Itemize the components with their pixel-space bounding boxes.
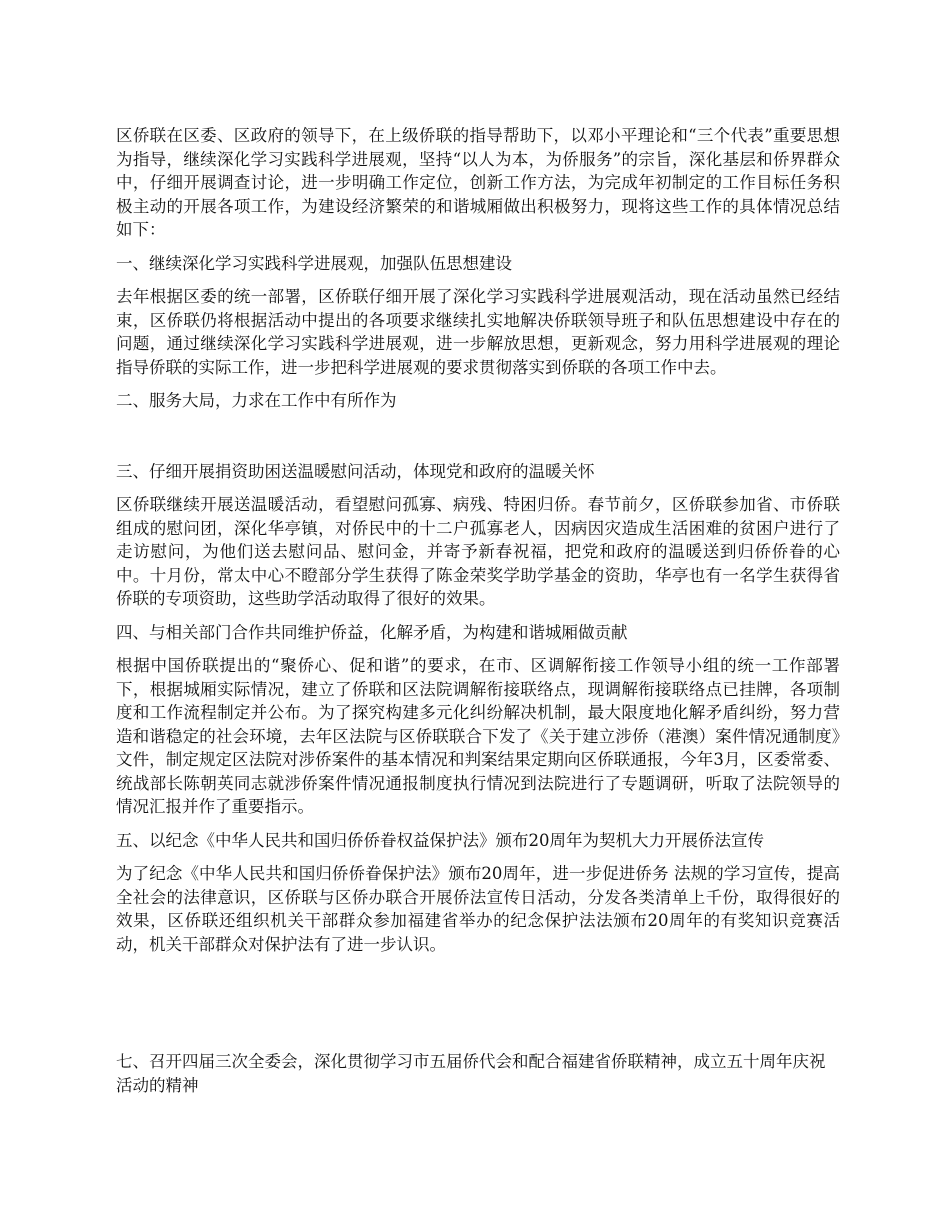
section-heading-1: 一、继续深化学习实践科学进展观，加强队伍思想建设: [116, 253, 512, 273]
section-heading-7: 七、召开四届三次全委会，深化贯彻学习市五届侨代会和配合福建省侨联精神，成立五十周年庆祝活动的精神: [116, 1052, 826, 1095]
document-body: [116, 124, 840, 1097]
intro-paragraph: 区侨联在区委、区政府的领导下，在上级侨联的指导帮助下，以邓小平理论和“三个代表”重要思想为指导，继续深化学习实践科学进展观，坚持“以人为本，为侨服务”的宗旨，深化基层和侨界群众中，仔细开展调查讨论，进一步明确工作定位，创新工作方法，为完成年初制定的工作目标任务积极主动的开展各项工作，为建设经济繁荣的和谐城厢做出积极努力，现将这些工作的具体情况总结如下：: [116, 126, 840, 239]
section-paragraph-1: 去年根据区委的统一部署，区侨联仔细开展了深化学习实践科学进展观活动，现在活动虽然已经结束，区侨联仍将根据活动中提出的各项要求继续扎实地解决侨联领导班子和队伍思想建设中存在的问题，通过继续深化学习实践科学进展观，进一步解放思想，更新观念，努力用科学进展观的理论指导侨联的实际工作，进一步把科学进展观的要求贯彻落实到侨联的各项工作中去。: [116, 287, 840, 377]
section-paragraph-3: 区侨联继续开展送温暖活动，看望慰问孤寡、病残、特困归侨。春节前夕，区侨联参加省、市侨联组成的慰问团，深化华亭镇，对侨民中的十二户孤寡老人，因病因灾造成生活困难的贫困户进行了走访慰问，为他们送去慰问品、慰问金，并寄予新春祝福，把党和政府的温暖送到归侨侨眷的心中。十月份，常太中心不瞪部分学生获得了陈金荣奖学助学基金的资助，华亭也有一名学生获得省侨联的专项资助，这些助学活动取得了很好的效果。: [116, 495, 840, 608]
section-paragraph-4: 根据中国侨联提出的“聚侨心、促和谐”的要求，在市、区调解衔接工作领导小组的统一工作部署下，根据城厢实际情况，建立了侨联和区法院调解衔接联络点，现调解衔接联络点已挂牌，各项制度和工作流程制定并公布。为了探究构建多元化纠纷解决机制，最大限度地化解矛盾纠纷，努力营造和谐稳定的社会环境，去年区法院与区侨联联合下发了《关于建立涉侨（港澳）案件情况通制度》文件，制定规定区法院对涉侨案件的基本情况和判案结果定期向区侨联通报，今年3月，区委常委、统战部长陈朝英同志就涉侨案件情况通报制度执行情况到法院进行了专题调研，听取了法院领导的情况汇报并作了重要指示。: [116, 656, 840, 816]
section-heading-5: 五、以纪念《中华人民共和国归侨侨眷权益保护法》颁布20周年为契机大力开展侨法宣传: [116, 830, 764, 850]
section-heading-2: 二、服务大局，力求在工作中有所作为: [116, 391, 397, 410]
section-heading-3: 三、仔细开展捐资助困送温暖慰问活动，体现党和政府的温暖关怀: [116, 461, 595, 481]
section-heading-4: 四、与相关部门合作共同维护侨益，化解矛盾，为构建和谐城厢做贡献: [116, 622, 628, 642]
section-paragraph-5: 为了纪念《中华人民共和国归侨侨眷保护法》颁布20周年，进一步促进侨务 法规的学习宣传，提高全社会的法律意识，区侨联与区侨办联合开展侨法宣传日活动，分发各类清单上千份，取得很好的效果，区侨联还组织机关干部群众参加福建省举办的纪念保护法法颁布20周年的有奖知识竞赛活动，机关干部群众对保护法有了进一步认识。: [116, 864, 840, 954]
